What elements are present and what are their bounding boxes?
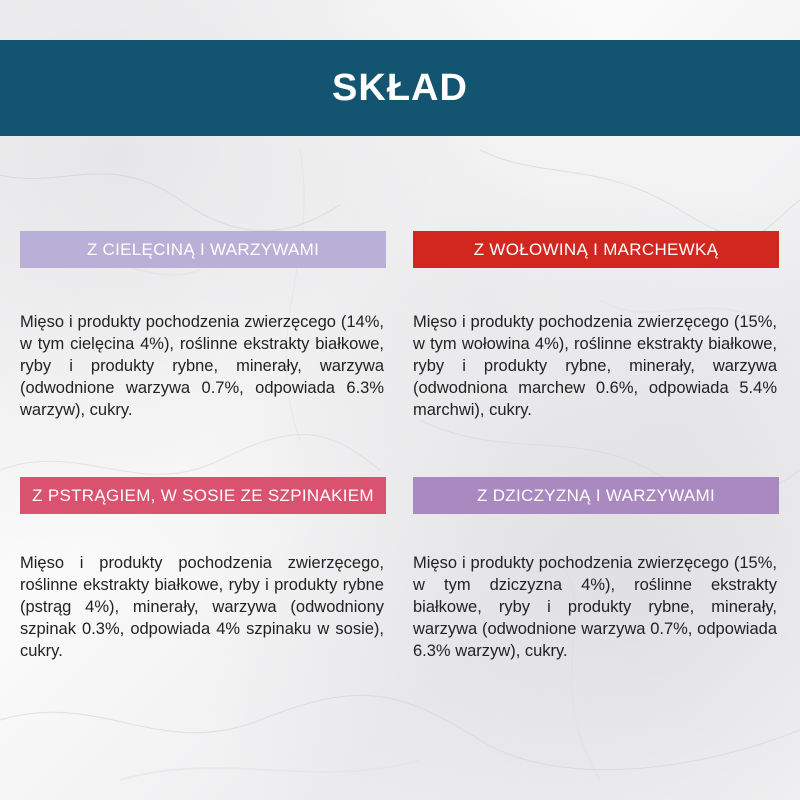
variant-label-beef: Z WOŁOWINĄ I MARCHEWKĄ — [413, 231, 779, 268]
variant-description-veal: Mięso i produkty pochodzenia zwierzęcego (14%, w tym cielęcina 4%), roślinne ekstrakty białkowe, ryby i produkty rybne, minerały, warzywa (odwodnione warzywa 0.7%, odpowiada 6.3% warzyw), cukry. — [20, 313, 384, 419]
variant-description-beef: Mięso i produkty pochodzenia zwierzęcego (15%, w tym wołowina 4%), roślinne ekstrakty białkowe, ryby i produkty rybne, minerały, warzywa (odwodniona marchew 0.6%, odpowiada 5.4% marchwi), cukry. — [413, 313, 777, 419]
variant-label-trout: Z PSTRĄGIEM, W SOSIE ZE SZPINAKIEM — [20, 477, 386, 514]
page-title: SKŁAD — [332, 66, 468, 109]
header-banner — [0, 40, 800, 136]
variant-label-veal: Z CIELĘCINĄ I WARZYWAMI — [20, 231, 386, 268]
variant-label-venison: Z DZICZYZNĄ I WARZYWAMI — [413, 477, 779, 514]
variant-description-venison: Mięso i produkty pochodzenia zwierzęcego (15%, w tym dziczyzna 4%), roślinne ekstrakty białkowe, ryby i produkty rybne, minerały, warzywa (odwodnione warzywa 0.7%, odpowiada 6.3% warzyw), cukry. — [413, 554, 777, 660]
variant-description-trout: Mięso i produkty pochodzenia zwierzęcego, roślinne ekstrakty białkowe, ryby i produkty rybne (pstrąg 4%), minerały, warzywa (odwodniony szpinak 0.3%, odpowiada 4% szpinaku w sosie), cukry. — [20, 554, 384, 660]
